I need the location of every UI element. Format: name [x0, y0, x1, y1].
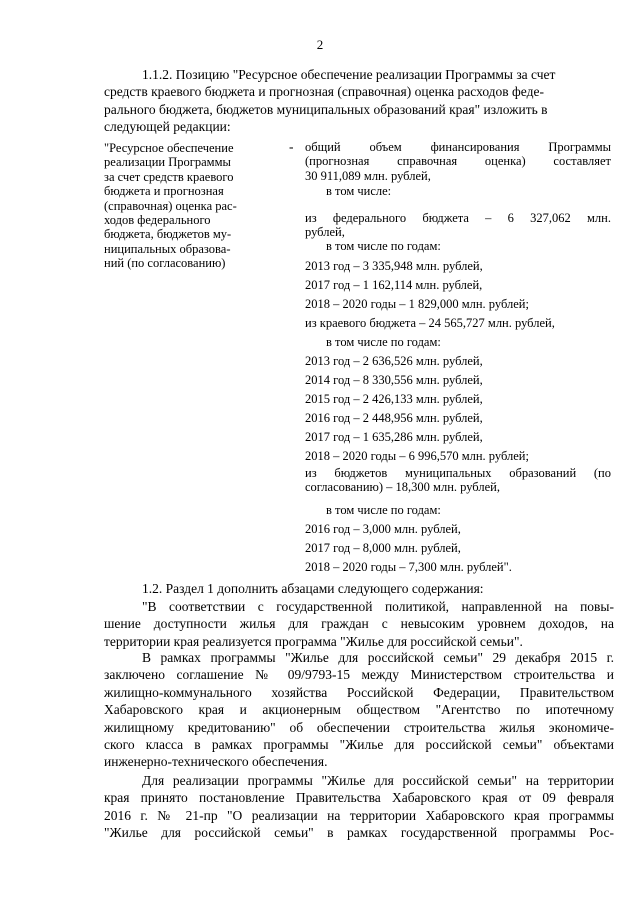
- regional-year-row: 2013 год – 2 636,526 млн. рублей,: [305, 354, 483, 368]
- intro-line: средств краевого бюджета и прогнозная (справочная) оценка расходов феде-: [104, 84, 544, 100]
- right-line: из бюджетов муниципальных образований (по: [305, 466, 611, 480]
- left-line: ний (по согласованию): [104, 256, 226, 271]
- federal-budget: [305, 211, 611, 240]
- paragraph-line: ского класса в рамках программы "Жилье для российской семьи" объектами: [104, 737, 614, 753]
- regional-budget: из краевого бюджета – 24 565,727 млн. рублей,: [305, 316, 555, 330]
- paragraph-line: "Жилье для российской семьи" в рамках государственной программы Рос-: [104, 825, 614, 841]
- section-1-2: 1.2. Раздел 1 дополнить абзацами следующего содержания:: [142, 581, 484, 596]
- by-years-label: в том числе по годам:: [326, 503, 441, 517]
- municipal-year-row: 2016 год – 3,000 млн. рублей,: [305, 522, 461, 536]
- paragraph-line: жилищному кредитованию" об обеспечении строительства жилья экономиче-: [104, 719, 614, 735]
- right-line: общий объем финансирования Программы: [305, 140, 611, 154]
- regional-year-row: 2014 год – 8 330,556 млн. рублей,: [305, 373, 483, 387]
- federal-year-row: 2013 год – 3 335,948 млн. рублей,: [305, 259, 483, 273]
- left-line: за счет средств краевого: [104, 169, 234, 184]
- page-number: 2: [316, 37, 324, 52]
- left-line: (справочная) оценка рас-: [104, 198, 237, 213]
- paragraph-line: заключено соглашение № 09/9793-15 между Министерством строительства и: [104, 667, 614, 683]
- right-line: рублей,: [305, 225, 345, 240]
- municipal-budget: [305, 466, 611, 495]
- regional-year-row: 2017 год – 1 635,286 млн. рублей,: [305, 430, 483, 444]
- paragraph-line: 2016 г. № 21-пр "О реализации на территории Хабаровского края программы: [104, 807, 614, 823]
- intro-paragraph: [104, 66, 614, 136]
- right-line: из федерального бюджета – 6 327,062 млн.: [305, 211, 611, 225]
- intro-line: 1.1.2. Позицию "Ресурсное обеспечение реализации Программы за счет: [142, 67, 556, 82]
- paragraph-line: территории края реализуется программа "Жилье для российской семьи".: [104, 633, 523, 649]
- left-line: ходов федерального: [104, 213, 211, 228]
- intro-line: следующей редакции:: [104, 119, 231, 135]
- paragraph-line: В рамках программы "Жилье для российской семьи" 29 декабря 2015 г.: [142, 650, 614, 665]
- municipal-year-row: 2018 – 2020 годы – 7,300 млн. рублей".: [305, 560, 512, 574]
- table-left-cell: [104, 141, 272, 271]
- paragraph-line: жилищно-коммунального хозяйства Российской Федерации, Правительством: [104, 684, 614, 700]
- in-total-label: в том числе:: [326, 184, 392, 198]
- left-line: бюджета и прогнозная: [104, 184, 224, 199]
- paragraph-line: инженерно-технического обеспечения.: [104, 754, 328, 770]
- right-line: (прогнозная справочная оценка) составляет: [305, 154, 611, 169]
- left-line: "Ресурсное обеспечение: [104, 141, 234, 155]
- right-line: согласованию) – 18,300 млн. рублей,: [305, 480, 500, 495]
- federal-year-row: 2018 – 2020 годы – 1 829,000 млн. рублей;: [305, 297, 529, 311]
- paragraph-line: Хабаровского края и акционерным обществом "Агентство по ипотечному: [104, 702, 614, 718]
- federal-year-row: 2017 год – 1 162,114 млн. рублей,: [305, 278, 483, 292]
- table-dash: -: [289, 139, 294, 154]
- left-line: ниципальных образова-: [104, 241, 231, 256]
- paragraph-line: шение доступности жилья для граждан с невысоким уровнем доходов, на: [104, 616, 614, 632]
- regional-year-row: 2015 год – 2 426,133 млн. рублей,: [305, 392, 483, 406]
- paragraph-policy: [104, 598, 614, 650]
- regional-year-row: 2018 – 2020 годы – 6 996,570 млн. рублей;: [305, 449, 529, 463]
- paragraph-line: Для реализации программы "Жилье для российской семьи" на территории: [142, 773, 614, 788]
- paragraph-line: края принято постановление Правительства Хабаровского края от 09 февраля: [104, 790, 614, 806]
- regional-year-row: 2016 год – 2 448,956 млн. рублей,: [305, 411, 483, 425]
- total-financing: [305, 140, 611, 183]
- paragraph-resolution: [104, 772, 614, 842]
- paragraph-agreement: [104, 649, 614, 771]
- municipal-year-row: 2017 год – 8,000 млн. рублей,: [305, 541, 461, 555]
- right-line: 30 911,089 млн. рублей,: [305, 168, 431, 183]
- left-line: бюджета, бюджетов му-: [104, 227, 232, 242]
- left-line: реализации Программы: [104, 155, 231, 170]
- paragraph-line: "В соответствии с государственной политикой, направленной на повы-: [142, 599, 614, 614]
- by-years-label: в том числе по годам:: [326, 239, 441, 253]
- by-years-label: в том числе по годам:: [326, 335, 441, 349]
- intro-line: рального бюджета, бюджетов муниципальных образований края" изложить в: [104, 101, 548, 117]
